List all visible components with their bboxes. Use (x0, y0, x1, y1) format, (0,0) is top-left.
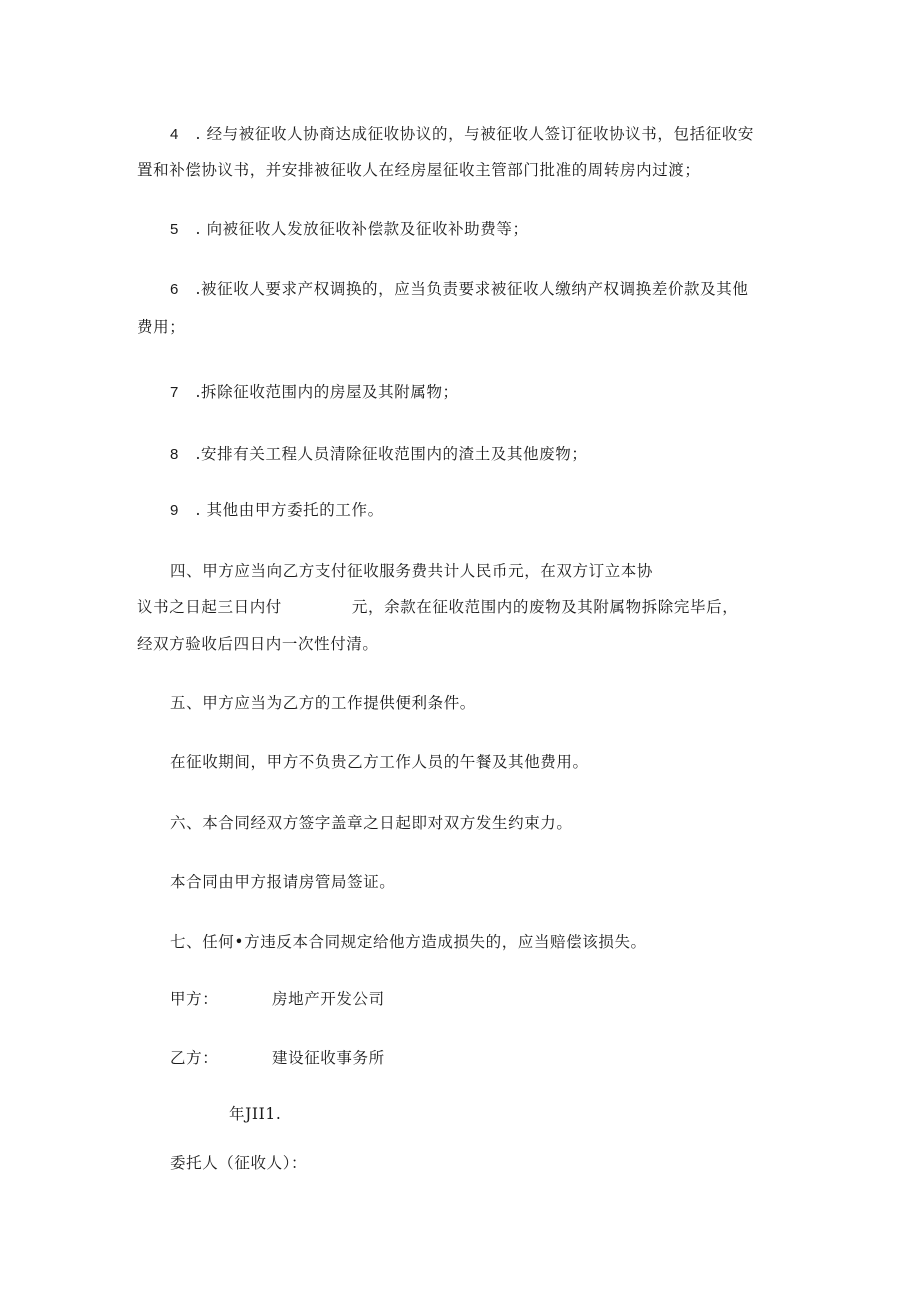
clause-6-number: 6 (170, 281, 179, 298)
clause-4-line-2: 置和补偿协议书，并安排被征收人在经房屋征收主管部门批准的周转房内过渡； (137, 161, 701, 179)
party-a-name: 房地产开发公司 (272, 990, 385, 1008)
section-4-line-2-end: 元，余款在征收范围内的废物及其附属物拆除完毕后， (351, 598, 739, 616)
clause-9-text: . 其他由甲方委托的工作。 (190, 501, 384, 519)
party-a-line (170, 989, 385, 1009)
section-4-line-1: 四、甲方应当向乙方支付征收服务费共计人民币元，在双方订立本协 (170, 562, 654, 580)
clause-4-line-1 (170, 124, 754, 145)
clause-4-number: 4 (170, 126, 179, 143)
clause-5-number: 5 (170, 221, 179, 238)
clause-9 (170, 500, 384, 521)
party-a-label: 甲方： (170, 990, 219, 1008)
clause-7-text: .拆除征收范围内的房屋及其附属物； (190, 383, 459, 401)
party-b-label: 乙方： (170, 1049, 219, 1067)
section-4-line-3: 经双方验收后四日内一次性付清。 (137, 635, 379, 653)
clause-8-text: .安排有关工程人员清除征收范围内的渣土及其他废物； (190, 445, 588, 463)
clause-9-number: 9 (170, 502, 179, 519)
section-6-line-1: 六、本合同经双方签字盖章之日起即对双方发生约束力。 (170, 814, 573, 832)
clause-7 (170, 382, 459, 403)
section-4-line-2-start: 议书之日起三日内付 (137, 598, 282, 616)
clause-6-line-1 (170, 279, 748, 300)
clause-7-number: 7 (170, 384, 179, 401)
section-4-line-2 (137, 597, 738, 617)
section-7-line-1: 七、任何•方违反本合同规定给他方造成损失的，应当赔偿该损失。 (170, 933, 647, 951)
clause-6-text: .被征收人要求产权调换的，应当负责要求被征收人缴纳产权调换差价款及其他 (190, 280, 749, 298)
party-b-line (170, 1048, 385, 1068)
party-b-name: 建设征收事务所 (272, 1049, 385, 1067)
clause-8 (170, 444, 587, 465)
clause-8-number: 8 (170, 446, 179, 463)
entrust-line: 委托人（征收人）： (170, 1154, 308, 1172)
section-5-line-2: 在征收期间，甲方不负贵乙方工作人员的午餐及其他费用。 (170, 753, 589, 771)
clause-6-line-2: 费用； (137, 318, 186, 336)
clause-5 (170, 219, 529, 240)
section-6-line-2: 本合同由甲方报请房管局签证。 (170, 873, 396, 891)
clause-4-text: . 经与被征收人协商达成征收协议的，与被征收人签订征收协议书，包括征收安 (190, 125, 754, 143)
date-line: 年JII1. (229, 1105, 282, 1123)
section-5-line-1: 五、甲方应当为乙方的工作提供便利条件。 (170, 694, 476, 712)
clause-5-text: . 向被征收人发放征收补偿款及征收补助费等； (190, 220, 529, 238)
